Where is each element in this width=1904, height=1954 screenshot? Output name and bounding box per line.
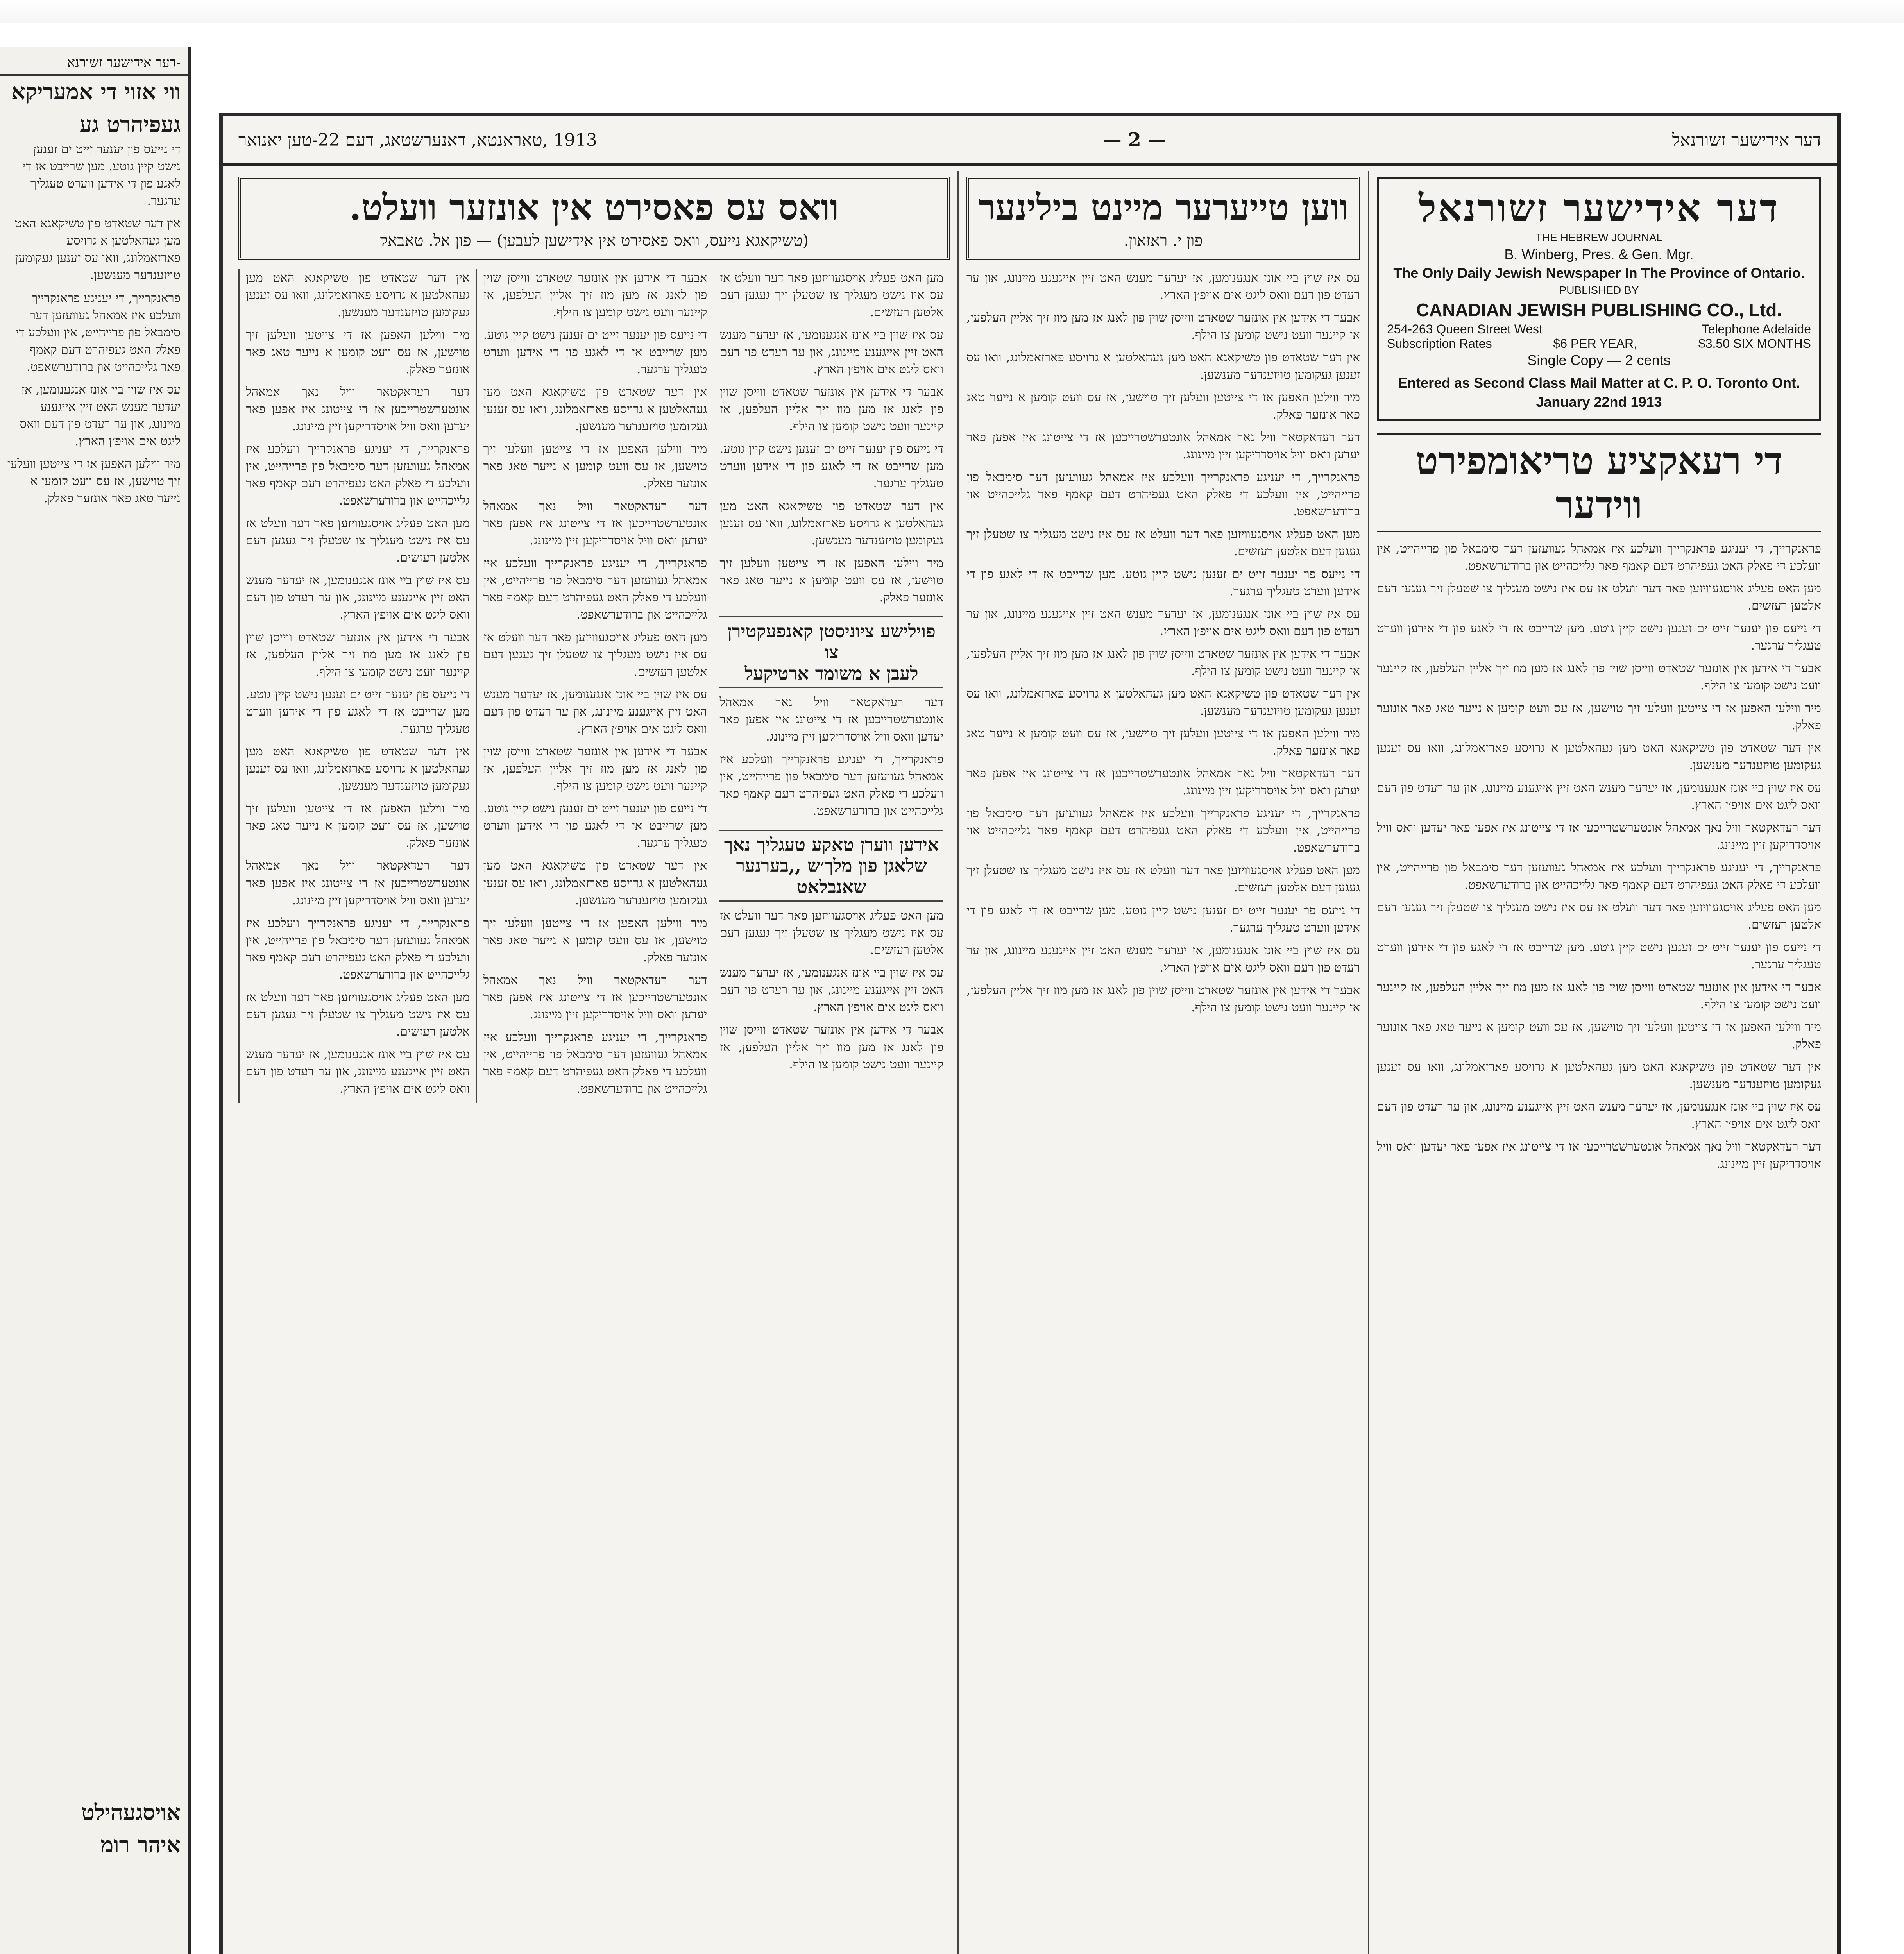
masthead-title: דער אידישער זשורנאל [1419,186,1779,230]
body-paragraph: עס איז שוין ביי אונז אנגענומען, אז יעדער מענש האט זיין אייגענע מיינונג, און ער רעדט פון דעם וואס ליגט אים אויפ׳ן הארץ. [246,573,470,622]
left-strip-text: עס איז שוין ביי אונז אנגענומען, אז יעדער מענש האט זיין אייגענע מיינונג, און ער רעדט פון דעם וואס ליגט אים אויפ׳ן הארץ. [20,382,181,448]
masthead-subscription: Subscription Rates [1387,336,1492,351]
masthead-english-title: THE HEBREW JOURNAL [1535,231,1663,243]
body-paragraph: מיר ווילען האפען אז די צייטען וועלען זיך טוישען, אז עס וועט קומען א נייער טאג פאר אונזער פאלק. [1377,701,1821,732]
article-subtitle: (טשיקאגא נייעס, וואס פאסירט אין אידישען לעבען) — פון אל. טאבאק [379,232,809,250]
body-paragraph: פראנקרייך, די יעניגע פראנקרייך וועלכע איז אמאהל געוועזען דער סימבאל פון פרייהייט, אין וועלכע די פאלק האט געפיהרט דעם קאמף פאר גלייכהייט און ברודערשאפט. [966,470,1360,519]
body-paragraph: אין דער שטאדט פון טשיקאגא האט מען געהאלטען א גרויסע פארזאמלונג, וואו עס זענען געקומען טויזענדער מענשען. [483,859,707,907]
page-number: — 2 — [1102,129,1167,151]
masthead-published-by: PUBLISHED BY [1559,284,1639,296]
body-paragraph: עס איז שוין ביי אונז אנגענומען, אז יעדער מענש האט זיין אייגענע מיינונג, און ער רעדט פון דעם וואס ליגט אים אויפ׳ן הארץ. [719,966,944,1015]
masthead-publisher: CANADIAN JEWISH PUBLISHING CO., Ltd. [1416,299,1782,320]
masthead-address: 254-263 Queen Street West [1387,322,1543,336]
box-headline [719,616,943,688]
body-paragraph: פראנקרייך, די יעניגע פראנקרייך וועלכע איז אמאהל געוועזען דער סימבאל פון פרייהייט, אין וועלכע די פאלק האט געפיהרט דעם קאמף פאר גלייכהייט און ברודערשאפט. [246,442,470,508]
article-subcolumn [713,269,950,1103]
body-paragraph: אבער די אידען אין אונזער שטאדט ווייסן שוין פון לאנג אז מען מוז זיך אליין העלפען, אז קיינער וועט נישט קומען צו הילף. [483,271,707,320]
body-paragraph: מען האט פעליג אויסגעוויזען פאר דער וועלט אז עס איז נישט מעגליך צו שטעלן זיך געגען דעם אלטען רעזשים. [1377,900,1821,932]
body-paragraph: אבער די אידען אין אונזער שטאדט ווייסן שוין פון לאנג אז מען מוז זיך אליין העלפען, אז קיינער וועט נישט קומען צו הילף. [719,1023,944,1072]
masthead-single-copy: Single Copy — 2 cents [1527,352,1671,368]
body-paragraph: די נייעס פון יענער זייט ים זענען נישט קיין גוטע. מען שרייבט אז די לאגע פון די אידען ווערט טעגליך ערגער. [483,802,707,850]
masthead-manager: B. Winberg, Pres. & Gen. Mgr. [1504,246,1694,262]
body-paragraph: דער רעדאקטאר וויל נאך אמאהל אונטערשטרייכען אז די צייטונג איז אפען פאר יעדען וואס וויל אויסדריקען זיין מיינונג. [246,385,470,434]
body-paragraph: מען האט פעליג אויסגעוויזען פאר דער וועלט אז עס איז נישט מעגליך צו שטעלן זיך געגען דעם אלטען רעזשים. [483,630,707,679]
body-paragraph: די נייעס פון יענער זייט ים זענען נישט קיין גוטע. מען שרייבט אז די לאגע פון די אידען ווערט טעגליך ערגער. [483,328,707,377]
editorial-headline: די רעאקציע טריאומפירט ווידער [1377,433,1821,532]
article-byline: פון י. ראזאון. [1124,232,1203,250]
body-paragraph: פראנקרייך, די יעניגע פראנקרייך וועלכע איז אמאהל געוועזען דער סימבאל פון פרייהייט, אין וועלכע די פאלק האט געפיהרט דעם קאמף פאר גלייכהייט און ברודערשאפט. [483,1030,707,1096]
left-strip-text: פראנקרייך, די יעניגע פראנקרייך וועלכע איז אמאהל געוועזען דער סימבאל פון פרייהייט, אין וועלכע די פאלק האט געפיהרט דעם קאמף פאר גלייכהייט און ברודערשאפט. [15,291,181,374]
body-paragraph: פראנקרייך, די יעניגע פראנקרייך וועלכע איז אמאהל געוועזען דער סימבאל פון פרייהייט, אין וועלכע די פאלק האט געפיהרט דעם קאמף פאר גלייכהייט און ברודערשאפט. [1377,541,1821,573]
body-paragraph: די נייעס פון יענער זייט ים זענען נישט קיין גוטע. מען שרייבט אז די לאגע פון די אידען ווערט טעגליך ערגער. [1377,621,1821,653]
box-headline [719,830,943,902]
body-paragraph: אבער די אידען אין אונזער שטאדט ווייסן שוין פון לאנג אז מען מוז זיך אליין העלפען, אז קיינער וועט נישט קומען צו הילף. [966,983,1360,1015]
left-strip-running-head: -דער אידישער זשורנא [0,47,188,76]
body-paragraph: עס איז שוין ביי אונז אנגענומען, אז יעדער מענש האט זיין אייגענע מיינונג, און ער רעדט פון דעם וואס ליגט אים אויפ׳ן הארץ. [966,271,1360,302]
column-article-center [957,171,1368,1954]
body-paragraph: מיר ווילען האפען אז די צייטען וועלען זיך טוישען, אז עס וועט קומען א נייער טאג פאר אונזער פאלק. [483,916,707,964]
body-paragraph: אבער די אידען אין אונזער שטאדט ווייסן שוין פון לאנג אז מען מוז זיך אליין העלפען, אז קיינער וועט נישט קומען צו הילף. [246,630,470,679]
box-headline-line: שלאגן פון מלך׳ש ,,בערנער [736,855,927,877]
masthead-telephone: Telephone Adelaide [1702,322,1811,336]
article-subcolumn [238,269,476,1103]
box-headline-line: שאנבלאט [796,876,866,898]
body-paragraph: אין דער שטאדט פון טשיקאגא האט מען געהאלטען א גרויסע פארזאמלונג, וואו עס זענען געקומען טויזענדער מענשען. [1377,1060,1821,1092]
body-paragraph: מען האט פעליג אויסגעוויזען פאר דער וועלט אז עס איז נישט מעגליך צו שטעלן זיך געגען דעם אלטען רעזשים. [246,990,470,1039]
body-paragraph: עס איז שוין ביי אונז אנגענומען, אז יעדער מענש האט זיין אייגענע מיינונג, און ער רעדט פון דעם וואס ליגט אים אויפ׳ן הארץ. [483,687,707,736]
column-editorial [1368,171,1829,1954]
body-paragraph: אין דער שטאדט פון טשיקאגא האט מען געהאלטען א גרויסע פארזאמלונג, וואו עס זענען געקומען טויזענדער מענשען. [719,499,944,548]
masthead-rates-row [1387,336,1811,351]
body-paragraph: אין דער שטאדט פון טשיקאגא האט מען געהאלטען א גרויסע פארזאמלונג, וואו עס זענען געקומען טויזענדער מענשען. [1377,741,1821,772]
body-paragraph: פראנקרייך, די יעניגע פראנקרייך וועלכע איז אמאהל געוועזען דער סימבאל פון פרייהייט, אין וועלכע די פאלק האט געפיהרט דעם קאמף פאר גלייכהייט און ברודערשאפט. [1377,860,1821,892]
body-paragraph: עס איז שוין ביי אונז אנגענומען, אז יעדער מענש האט זיין אייגענע מיינונג, און ער רעדט פון דעם וואס ליגט אים אויפ׳ן הארץ. [246,1047,470,1096]
body-paragraph: מיר ווילען האפען אז די צייטען וועלען זיך טוישען, אז עס וועט קומען א נייער טאג פאר אונזער פאלק. [246,802,470,850]
left-strip-heading: געפיהרט גע [79,111,181,138]
body-paragraph: עס איז שוין ביי אונז אנגענומען, אז יעדער מענש האט זיין אייגענע מיינונג, און ער רעדט פון דעם וואס ליגט אים אויפ׳ן הארץ. [966,607,1360,639]
body-paragraph: מיר ווילען האפען אז די צייטען וועלען זיך טוישען, אז עס וועט קומען א נייער טאג פאר אונזער פאלק. [966,726,1360,758]
masthead-rate-year: $6 PER YEAR, [1553,336,1637,351]
newspaper-page [219,113,1837,1954]
box-headline-line: פוילישע ציוניסטן קאנפעקטירן צו [727,621,936,663]
body-paragraph: אבער די אידען אין אונזער שטאדט ווייסן שוין פון לאנג אז מען מוז זיך אליין העלפען, אז קיינער וועט נישט קומען צו הילף. [966,647,1360,678]
running-head-dateline: 1913 ,טאראנטא, דאנערשטאג, דעם 22-טען יאנואר [238,130,597,150]
body-paragraph: די נייעס פון יענער זייט ים זענען נישט קיין גוטע. מען שרייבט אז די לאגע פון די אידען ווערט טעגליך ערגער. [246,687,470,736]
body-paragraph: די נייעס פון יענער זייט ים זענען נישט קיין גוטע. מען שרייבט אז די לאגע פון די אידען ווערט טעגליך ערגער. [966,903,1360,935]
body-paragraph: דער רעדאקטאר וויל נאך אמאהל אונטערשטרייכען אז די צייטונג איז אפען פאר יעדען וואס וויל אויסדריקען זיין מיינונג. [719,695,944,744]
box-headline-line: לעבן א משומד ארטיקעל [744,663,918,684]
adjacent-page-strip [0,47,191,1954]
body-paragraph: אבער די אידען אין אונזער שטאדט ווייסן שוין פון לאנג אז מען מוז זיך אליין העלפען, אז קיינער וועט נישט קומען צו הילף. [1377,980,1821,1012]
body-paragraph: די נייעס פון יענער זייט ים זענען נישט קיין גוטע. מען שרייבט אז די לאגע פון די אידען ווערט טעגליך ערגער. [719,442,944,491]
left-strip-heading: איהר רומ [100,1832,181,1858]
article-title-box [238,177,950,260]
body-paragraph: פראנקרייך, די יעניגע פראנקרייך וועלכע איז אמאהל געוועזען דער סימבאל פון פרייהייט, אין וועלכע די פאלק האט געפיהרט דעם קאמף פאר גלייכהייט און ברודערשאפט. [246,916,470,982]
body-paragraph: אין דער שטאדט פון טשיקאגא האט מען געהאלטען א גרויסע פארזאמלונג, וואו עס זענען געקומען טויזענדער מענשען. [246,744,470,793]
box-headline-line: אידען ווערן טאקע טעגליך נאך [724,834,939,855]
body-paragraph: עס איז שוין ביי אונז אנגענומען, אז יעדער מענש האט זיין אייגענע מיינונג, און ער רעדט פון דעם וואס ליגט אים אויפ׳ן הארץ. [719,328,944,377]
masthead-rate-six: $3.50 SIX MONTHS [1698,336,1811,351]
running-head [223,116,1837,166]
body-paragraph: דער רעדאקטאר וויל נאך אמאהל אונטערשטרייכען אז די צייטונג איז אפען פאר יעדען וואס וויל אויסדריקען זיין מיינונג. [483,973,707,1022]
page-right-border [1837,113,1841,1954]
left-strip-text: אין דער שטאדט פון טשיקאגא האט מען געהאלטען א גרויסע פארזאמלונג, וואו עס זענען געקומען טויזענדער מענשען. [14,217,181,283]
body-paragraph: מען האט פעליג אויסגעוויזען פאר דער וועלט אז עס איז נישט מעגליך צו שטעלן זיך געגען דעם אלטען רעזשים. [1377,581,1821,613]
body-paragraph: אבער די אידען אין אונזער שטאדט ווייסן שוין פון לאנג אז מען מוז זיך אליין העלפען, אז קיינער וועט נישט קומען צו הילף. [719,385,944,434]
body-paragraph: מיר ווילען האפען אז די צייטען וועלען זיך טוישען, אז עס וועט קומען א נייער טאג פאר אונזער פאלק. [1377,1020,1821,1052]
article-title: וואס עס פאסירט אין אונזער וועלט. [349,187,839,228]
body-paragraph: דער רעדאקטאר וויל נאך אמאהל אונטערשטרייכען אז די צייטונג איז אפען פאר יעדען וואס וויל אויסדריקען זיין מיינונג. [1377,1140,1821,1171]
body-paragraph: מיר ווילען האפען אז די צייטען וועלען זיך טוישען, אז עס וועט קומען א נייער טאג פאר אונזער פאלק. [719,556,944,605]
masthead-tagline: The Only Daily Jewish Newspaper In The Province of Ontario. [1393,265,1805,281]
body-paragraph: עס איז שוין ביי אונז אנגענומען, אז יעדער מענש האט זיין אייגענע מיינונג, און ער רעדט פון דעם וואס ליגט אים אויפ׳ן הארץ. [1377,780,1821,812]
body-paragraph: מען האט פעליג אויסגעוויזען פאר דער וועלט אז עס איז נישט מעגליך צו שטעלן זיך געגען דעם אלטען רעזשים. [966,863,1360,895]
article-subcolumns [238,269,950,1103]
body-paragraph: אבער די אידען אין אונזער שטאדט ווייסן שוין פון לאנג אז מען מוז זיך אליין העלפען, אז קיינער וועט נישט קומען צו הילף. [1377,661,1821,692]
body-paragraph: די נייעס פון יענער זייט ים זענען נישט קיין גוטע. מען שרייבט אז די לאגע פון די אידען ווערט טעגליך ערגער. [966,567,1360,599]
body-paragraph: דער רעדאקטאר וויל נאך אמאהל אונטערשטרייכען אז די צייטונג איז אפען פאר יעדען וואס וויל אויסדריקען זיין מיינונג. [483,499,707,548]
masthead-address-row [1387,322,1811,336]
body-paragraph: אבער די אידען אין אונזער שטאדט ווייסן שוין פון לאנג אז מען מוז זיך אליין העלפען, אז קיינער וועט נישט קומען צו הילף. [966,311,1360,342]
body-paragraph: אין דער שטאדט פון טשיקאגא האט מען געהאלטען א גרויסע פארזאמלונג, וואו עס זענען געקומען טויזענדער מענשען. [966,351,1360,382]
masthead-date: January 22nd 1913 [1536,394,1662,410]
body-paragraph: אין דער שטאדט פון טשיקאגא האט מען געהאלטען א גרויסע פארזאמלונג, וואו עס זענען געקומען טויזענדער מענשען. [246,271,470,320]
masthead-entered: Entered as Second Class Mail Matter at C. P. O. Toronto Ont. [1398,375,1800,391]
body-paragraph: מיר ווילען האפען אז די צייטען וועלען זיך טוישען, אז עס וועט קומען א נייער טאג פאר אונזער פאלק. [483,442,707,491]
body-paragraph: דער רעדאקטאר וויל נאך אמאהל אונטערשטרייכען אז די צייטונג איז אפען פאר יעדען וואס וויל אויסדריקען זיין מיינונג. [966,430,1360,462]
left-strip-heading: אויסגעהילט [81,1799,181,1825]
column-article-left [231,171,957,1954]
masthead [1377,177,1821,421]
body-paragraph: די נייעס פון יענער זייט ים זענען נישט קיין גוטע. מען שרייבט אז די לאגע פון די אידען ווערט טעגליך ערגער. [1377,940,1821,972]
body-paragraph: מען האט פעליג אויסגעוויזען פאר דער וועלט אז עס איז נישט מעגליך צו שטעלן זיך געגען דעם אלטען רעזשים. [719,909,944,957]
article-subcolumn [476,269,714,1103]
body-paragraph: דער רעדאקטאר וויל נאך אמאהל אונטערשטרייכען אז די צייטונג איז אפען פאר יעדען וואס וויל אויסדריקען זיין מיינונג. [966,766,1360,798]
body-paragraph: מען האט פעליג אויסגעוויזען פאר דער וועלט אז עס איז נישט מעגליך צו שטעלן זיך געגען דעם אלטען רעזשים. [966,527,1360,559]
left-strip-heading: ווי אזוי די אמעריקא [11,79,181,105]
body-paragraph: עס איז שוין ביי אונז אנגענומען, אז יעדער מענש האט זיין אייגענע מיינונג, און ער רעדט פון דעם וואס ליגט אים אויפ׳ן הארץ. [966,943,1360,975]
article-title: ווען טייערער מיינט בילינער [978,187,1349,228]
body-paragraph: פראנקרייך, די יעניגע פראנקרייך וועלכע איז אמאהל געוועזען דער סימבאל פון פרייהייט, אין וועלכע די פאלק האט געפיהרט דעם קאמף פאר גלייכהייט און ברודערשאפט. [483,556,707,622]
body-paragraph: דער רעדאקטאר וויל נאך אמאהל אונטערשטרייכען אז די צייטונג איז אפען פאר יעדען וואס וויל אויסדריקען זיין מיינונג. [1377,820,1821,852]
body-paragraph: עס איז שוין ביי אונז אנגענומען, אז יעדער מענש האט זיין אייגענע מיינונג, און ער רעדט פון דעם וואס ליגט אים אויפ׳ן הארץ. [1377,1100,1821,1131]
article-title-box [966,177,1360,260]
scan-background [0,0,1904,23]
left-strip-text: מיר ווילען האפען אז די צייטען וועלען זיך טוישען, אז עס וועט קומען א נייער טאג פאר אונזער פאלק. [7,456,181,505]
body-paragraph: פראנקרייך, די יעניגע פראנקרייך וועלכע איז אמאהל געוועזען דער סימבאל פון פרייהייט, אין וועלכע די פאלק האט געפיהרט דעם קאמף פאר גלייכהייט און ברודערשאפט. [719,752,944,818]
body-paragraph: מען האט פעליג אויסגעוויזען פאר דער וועלט אז עס איז נישט מעגליך צו שטעלן זיך געגען דעם אלטען רעזשים. [719,271,944,320]
body-paragraph: דער רעדאקטאר וויל נאך אמאהל אונטערשטרייכען אז די צייטונג איז אפען פאר יעדען וואס וויל אויסדריקען זיין מיינונג. [246,859,470,907]
body-paragraph: מיר ווילען האפען אז די צייטען וועלען זיך טוישען, אז עס וועט קומען א נייער טאג פאר אונזער פאלק. [966,390,1360,422]
columns-container [231,171,1829,1954]
left-strip-text: די נייעס פון יענער זייט ים זענען נישט קיין גוטע. מען שרייבט אז די לאגע פון די אידען ווערט טעגליך ערגער. [22,142,181,208]
body-paragraph: אין דער שטאדט פון טשיקאגא האט מען געהאלטען א גרויסע פארזאמלונג, וואו עס זענען געקומען טויזענדער מענשען. [483,385,707,434]
body-paragraph: פראנקרייך, די יעניגע פראנקרייך וועלכע איז אמאהל געוועזען דער סימבאל פון פרייהייט, אין וועלכע די פאלק האט געפיהרט דעם קאמף פאר גלייכהייט און ברודערשאפט. [966,806,1360,855]
running-head-title: דער אידישער זשורנאל [1672,130,1821,150]
body-paragraph: מיר ווילען האפען אז די צייטען וועלען זיך טוישען, אז עס וועט קומען א נייער טאג פאר אונזער פאלק. [246,328,470,377]
body-paragraph: אבער די אידען אין אונזער שטאדט ווייסן שוין פון לאנג אז מען מוז זיך אליין העלפען, אז קיינער וועט נישט קומען צו הילף. [483,744,707,793]
body-paragraph: מען האט פעליג אויסגעוויזען פאר דער וועלט אז עס איז נישט מעגליך צו שטעלן זיך געגען דעם אלטען רעזשים. [246,516,470,565]
body-paragraph: אין דער שטאדט פון טשיקאגא האט מען געהאלטען א גרויסע פארזאמלונג, וואו עס זענען געקומען טויזענדער מענשען. [966,687,1360,718]
